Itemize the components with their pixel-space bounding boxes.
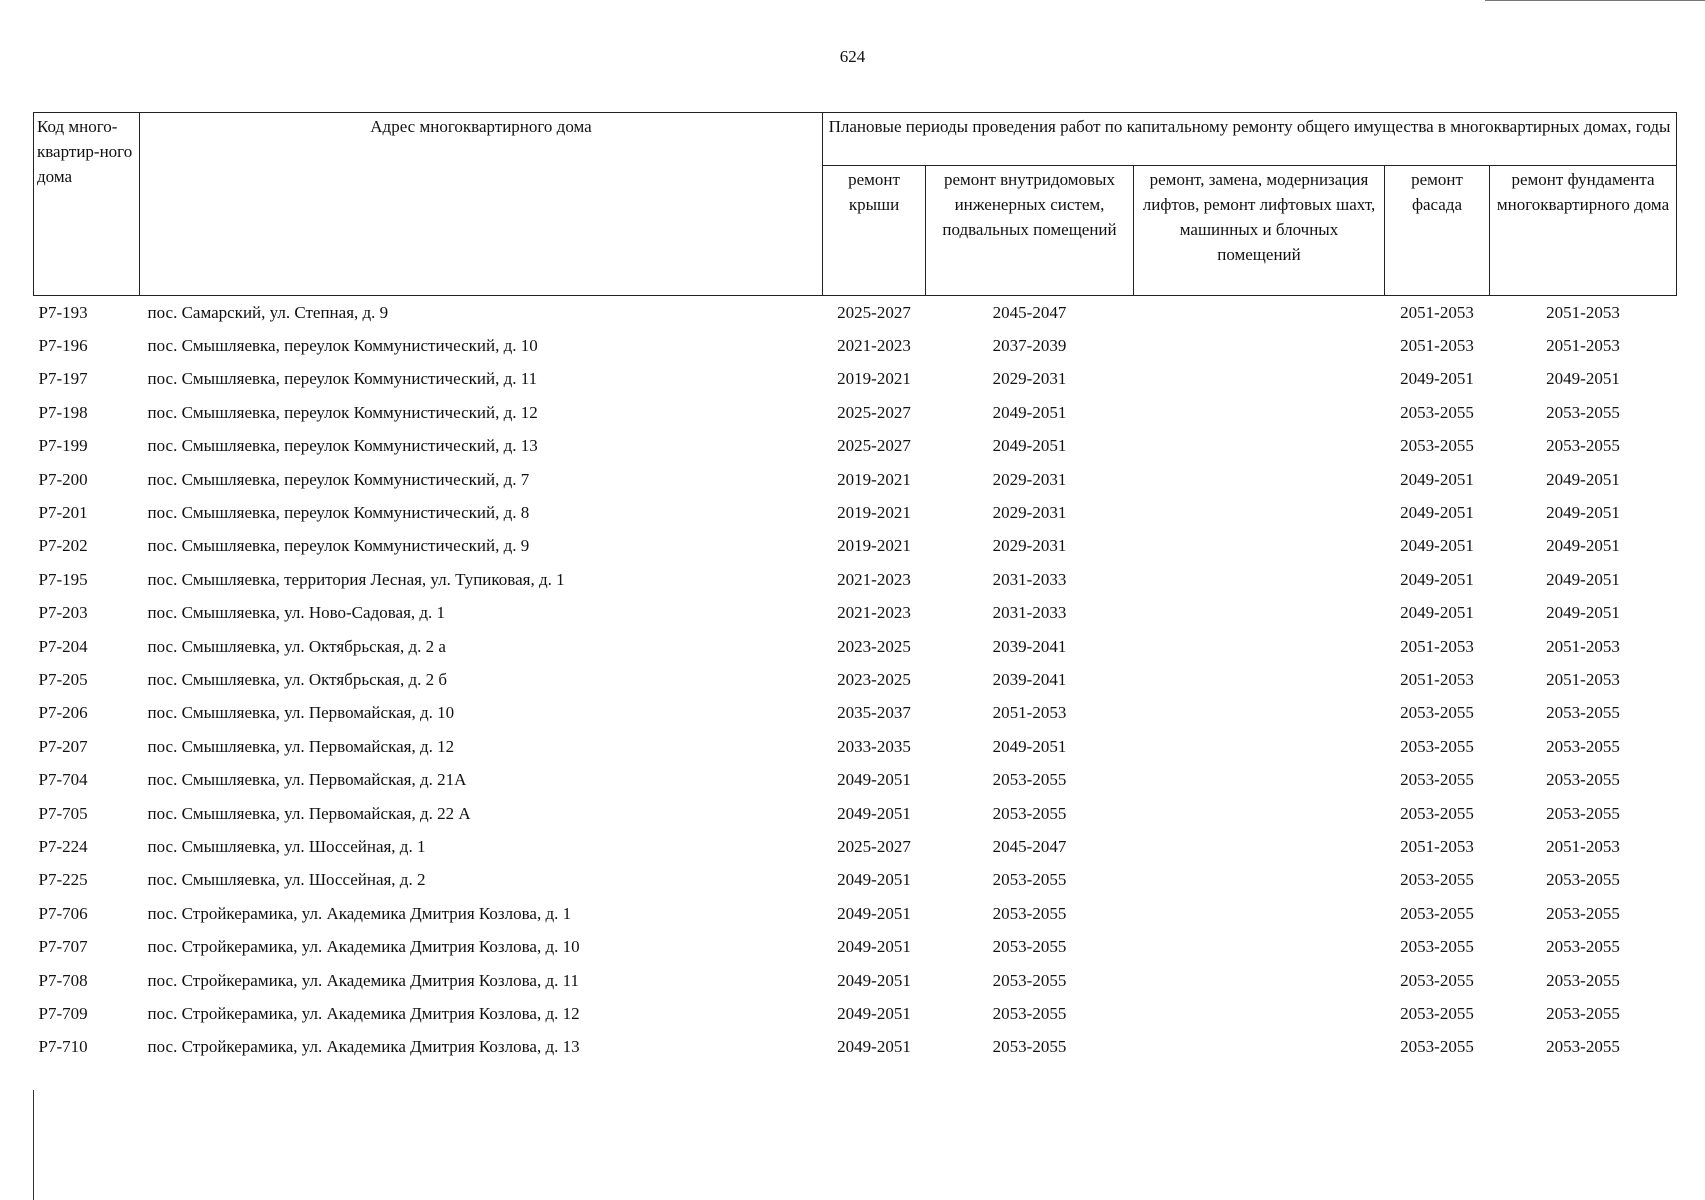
cell-code: Р7-196 <box>38 336 88 356</box>
cell-foundation: 2053-2055 <box>1546 436 1620 456</box>
cell-code: Р7-709 <box>38 1003 88 1023</box>
cell-roof: 2049-2051 <box>837 937 911 957</box>
cell-elevators <box>1134 930 1385 963</box>
cell-code: Р7-197 <box>38 369 88 389</box>
cell-elevators <box>1134 463 1385 496</box>
cell-roof: 2019-2021 <box>837 503 911 523</box>
cell-roof: 2025-2027 <box>837 402 911 422</box>
cell-code: Р7-198 <box>38 402 88 422</box>
cell-engineering: 2031-2033 <box>992 569 1067 589</box>
cell-code: Р7-200 <box>38 469 88 489</box>
cell-elevators <box>1134 296 1385 330</box>
cell-code: Р7-206 <box>38 703 88 723</box>
cell-roof: 2025-2027 <box>837 436 911 456</box>
table-row <box>34 496 1677 529</box>
cell-elevators <box>1134 663 1385 696</box>
cell-facade: 2053-2055 <box>1400 770 1474 790</box>
table-header <box>34 113 1677 296</box>
table-row <box>34 997 1677 1030</box>
table-row <box>34 1031 1677 1064</box>
table-row <box>34 897 1677 930</box>
cell-elevators <box>1134 563 1385 596</box>
cell-code: Р7-224 <box>38 836 88 856</box>
cell-address: пос. Смышляевка, переулок Коммунистический, д. 12 <box>147 402 538 422</box>
cell-engineering: 2039-2041 <box>992 636 1067 656</box>
cell-roof: 2021-2023 <box>837 569 911 589</box>
capital-repair-table <box>33 112 1677 1064</box>
cell-engineering: 2031-2033 <box>992 603 1067 623</box>
cell-engineering: 2053-2055 <box>992 937 1067 957</box>
cell-facade: 2049-2051 <box>1400 469 1474 489</box>
cell-facade: 2053-2055 <box>1400 970 1474 990</box>
table-row <box>34 396 1677 429</box>
cell-roof: 2021-2023 <box>837 603 911 623</box>
cell-elevators <box>1134 763 1385 796</box>
cell-foundation: 2053-2055 <box>1546 1003 1620 1023</box>
table-row <box>34 663 1677 696</box>
cell-foundation: 2053-2055 <box>1546 1037 1620 1057</box>
cell-foundation: 2051-2053 <box>1546 836 1620 856</box>
cell-engineering: 2029-2031 <box>992 369 1067 389</box>
cell-facade: 2049-2051 <box>1400 603 1474 623</box>
cell-address: пос. Смышляевка, ул. Первомайская, д. 21А <box>147 770 467 790</box>
table-row <box>34 930 1677 963</box>
page-number: 624 <box>839 47 866 66</box>
table-row <box>34 597 1677 630</box>
cell-address: пос. Смышляевка, ул. Первомайская, д. 12 <box>147 736 455 756</box>
cell-elevators <box>1134 530 1385 563</box>
cell-address: пос. Стройкерамика, ул. Академика Дмитрия Козлова, д. 13 <box>147 1037 580 1057</box>
cell-address: пос. Самарский, ул. Степная, д. 9 <box>147 302 389 322</box>
cell-address: пос. Смышляевка, переулок Коммунистический, д. 11 <box>147 369 538 389</box>
cell-facade: 2053-2055 <box>1400 402 1474 422</box>
cell-roof: 2049-2051 <box>837 970 911 990</box>
cell-address: пос. Смышляевка, территория Лесная, ул. Тупиковая, д. 1 <box>147 569 565 589</box>
cell-code: Р7-195 <box>38 569 88 589</box>
cell-address: пос. Смышляевка, ул. Октябрьская, д. 2 б <box>147 669 448 689</box>
cell-code: Р7-710 <box>38 1037 88 1057</box>
cell-roof: 2025-2027 <box>837 302 911 322</box>
cell-foundation: 2051-2053 <box>1546 636 1620 656</box>
cell-address: пос. Смышляевка, ул. Первомайская, д. 22 А <box>147 803 471 823</box>
cell-foundation: 2053-2055 <box>1546 402 1620 422</box>
cell-elevators <box>1134 997 1385 1030</box>
cell-facade: 2049-2051 <box>1400 369 1474 389</box>
cell-foundation: 2053-2055 <box>1546 770 1620 790</box>
cell-foundation: 2051-2053 <box>1546 336 1620 356</box>
header-engineering: ремонт внутридомовых инженерных систем, подвальных помещений <box>926 166 1134 296</box>
cell-address: пос. Смышляевка, переулок Коммунистический, д. 9 <box>147 536 530 556</box>
cell-roof: 2021-2023 <box>837 336 911 356</box>
left-margin-line <box>33 1090 34 1200</box>
cell-facade: 2049-2051 <box>1400 536 1474 556</box>
table-row <box>34 363 1677 396</box>
cell-elevators <box>1134 1031 1385 1064</box>
cell-code: Р7-201 <box>38 503 88 523</box>
cell-elevators <box>1134 496 1385 529</box>
cell-foundation: 2049-2051 <box>1546 603 1620 623</box>
cell-engineering: 2053-2055 <box>992 1003 1067 1023</box>
cell-engineering: 2049-2051 <box>992 436 1067 456</box>
cell-elevators <box>1134 897 1385 930</box>
cell-facade: 2051-2053 <box>1400 836 1474 856</box>
cell-foundation: 2049-2051 <box>1546 469 1620 489</box>
cell-facade: 2053-2055 <box>1400 436 1474 456</box>
cell-foundation: 2053-2055 <box>1546 937 1620 957</box>
cell-engineering: 2049-2051 <box>992 402 1067 422</box>
cell-code: Р7-202 <box>38 536 88 556</box>
table-row <box>34 296 1677 330</box>
cell-roof: 2049-2051 <box>837 870 911 890</box>
table-row <box>34 530 1677 563</box>
cell-foundation: 2049-2051 <box>1546 369 1620 389</box>
cell-roof: 2019-2021 <box>837 536 911 556</box>
cell-code: Р7-225 <box>38 870 88 890</box>
cell-engineering: 2045-2047 <box>992 836 1067 856</box>
cell-roof: 2049-2051 <box>837 1003 911 1023</box>
cell-engineering: 2053-2055 <box>992 970 1067 990</box>
cell-facade: 2049-2051 <box>1400 569 1474 589</box>
table-row <box>34 329 1677 362</box>
cell-code: Р7-203 <box>38 603 88 623</box>
cell-code: Р7-199 <box>38 436 88 456</box>
cell-engineering: 2037-2039 <box>992 336 1067 356</box>
cell-facade: 2051-2053 <box>1400 336 1474 356</box>
table-row <box>34 864 1677 897</box>
cell-engineering: 2049-2051 <box>992 736 1067 756</box>
cell-foundation: 2049-2051 <box>1546 503 1620 523</box>
cell-address: пос. Смышляевка, переулок Коммунистический, д. 7 <box>147 469 530 489</box>
cell-roof: 2035-2037 <box>837 703 911 723</box>
cell-facade: 2053-2055 <box>1400 703 1474 723</box>
cell-roof: 2025-2027 <box>837 836 911 856</box>
cell-facade: 2053-2055 <box>1400 903 1474 923</box>
cell-engineering: 2053-2055 <box>992 770 1067 790</box>
cell-engineering: 2029-2031 <box>992 469 1067 489</box>
cell-engineering: 2039-2041 <box>992 669 1067 689</box>
cell-engineering: 2029-2031 <box>992 536 1067 556</box>
cell-foundation: 2049-2051 <box>1546 569 1620 589</box>
cell-foundation: 2053-2055 <box>1546 870 1620 890</box>
cell-elevators <box>1134 329 1385 362</box>
cell-foundation: 2053-2055 <box>1546 736 1620 756</box>
header-facade: ремонт фасада <box>1385 166 1490 296</box>
table-row <box>34 697 1677 730</box>
cell-elevators <box>1134 797 1385 830</box>
table-row <box>34 630 1677 663</box>
cell-foundation: 2053-2055 <box>1546 903 1620 923</box>
cell-foundation: 2053-2055 <box>1546 703 1620 723</box>
cell-roof: 2049-2051 <box>837 770 911 790</box>
cell-address: пос. Смышляевка, ул. Первомайская, д. 10 <box>147 703 455 723</box>
cell-elevators <box>1134 964 1385 997</box>
cell-facade: 2051-2053 <box>1400 302 1474 322</box>
cell-foundation: 2053-2055 <box>1546 803 1620 823</box>
cell-elevators <box>1134 630 1385 663</box>
cell-code: Р7-193 <box>38 302 88 322</box>
cell-engineering: 2051-2053 <box>992 703 1067 723</box>
cell-facade: 2053-2055 <box>1400 803 1474 823</box>
cell-elevators <box>1134 730 1385 763</box>
cell-code: Р7-204 <box>38 636 88 656</box>
cell-roof: 2023-2025 <box>837 636 911 656</box>
cell-address: пос. Стройкерамика, ул. Академика Дмитрия Козлова, д. 11 <box>147 970 579 990</box>
cell-code: Р7-207 <box>38 736 88 756</box>
cell-address: пос. Смышляевка, переулок Коммунистический, д. 13 <box>147 436 538 456</box>
cell-facade: 2053-2055 <box>1400 1037 1474 1057</box>
table-row <box>34 830 1677 863</box>
cell-engineering: 2053-2055 <box>992 870 1067 890</box>
table-row <box>34 763 1677 796</box>
cell-foundation: 2051-2053 <box>1546 669 1620 689</box>
cell-address: пос. Смышляевка, ул. Ново-Садовая, д. 1 <box>147 603 446 623</box>
cell-facade: 2053-2055 <box>1400 870 1474 890</box>
cell-code: Р7-706 <box>38 903 88 923</box>
cell-roof: 2023-2025 <box>837 669 911 689</box>
cell-code: Р7-705 <box>38 803 88 823</box>
header-code: Код много-квартир-ного дома <box>34 113 140 296</box>
table-row <box>34 463 1677 496</box>
cell-roof: 2033-2035 <box>837 736 911 756</box>
table-body <box>34 296 1677 1064</box>
cell-facade: 2053-2055 <box>1400 736 1474 756</box>
cell-elevators <box>1134 830 1385 863</box>
cell-elevators <box>1134 697 1385 730</box>
cell-engineering: 2045-2047 <box>992 302 1067 322</box>
cell-address: пос. Смышляевка, ул. Шоссейная, д. 2 <box>147 870 426 890</box>
cell-address: пос. Смышляевка, ул. Октябрьская, д. 2 а <box>147 636 446 656</box>
capital-repair-table-wrap <box>33 112 1676 1064</box>
cell-foundation: 2049-2051 <box>1546 536 1620 556</box>
cell-facade: 2053-2055 <box>1400 937 1474 957</box>
cell-engineering: 2053-2055 <box>992 1037 1067 1057</box>
cell-roof: 2019-2021 <box>837 469 911 489</box>
cell-facade: 2051-2053 <box>1400 636 1474 656</box>
cell-roof: 2019-2021 <box>837 369 911 389</box>
cell-engineering: 2053-2055 <box>992 803 1067 823</box>
cell-engineering: 2053-2055 <box>992 903 1067 923</box>
cell-code: Р7-205 <box>38 669 88 689</box>
cell-code: Р7-704 <box>38 770 88 790</box>
cell-facade: 2053-2055 <box>1400 1003 1474 1023</box>
cell-foundation: 2053-2055 <box>1546 970 1620 990</box>
cell-code: Р7-708 <box>38 970 88 990</box>
cell-address: пос. Стройкерамика, ул. Академика Дмитрия Козлова, д. 10 <box>147 937 580 957</box>
table-row <box>34 430 1677 463</box>
table-row <box>34 964 1677 997</box>
cell-roof: 2049-2051 <box>837 803 911 823</box>
cell-address: пос. Смышляевка, переулок Коммунистический, д. 8 <box>147 503 530 523</box>
cell-address: пос. Стройкерамика, ул. Академика Дмитрия Козлова, д. 1 <box>147 903 572 923</box>
cell-address: пос. Смышляевка, ул. Шоссейная, д. 1 <box>147 836 426 856</box>
cell-facade: 2051-2053 <box>1400 669 1474 689</box>
cell-roof: 2049-2051 <box>837 1037 911 1057</box>
cell-elevators <box>1134 363 1385 396</box>
header-roof: ремонт крыши <box>823 166 926 296</box>
cell-code: Р7-707 <box>38 937 88 957</box>
header-elevators: ремонт, замена, модернизация лифтов, ремонт лифтовых шахт, машинных и блочных помещений <box>1134 166 1385 296</box>
table-row <box>34 797 1677 830</box>
top-edge-line <box>1485 0 1705 1</box>
cell-address: пос. Стройкерамика, ул. Академика Дмитрия Козлова, д. 12 <box>147 1003 580 1023</box>
header-foundation: ремонт фундамента многоквартирного дома <box>1490 166 1677 296</box>
cell-facade: 2049-2051 <box>1400 503 1474 523</box>
cell-address: пос. Смышляевка, переулок Коммунистический, д. 10 <box>147 336 538 356</box>
header-address: Адрес многоквартирного дома <box>140 113 823 296</box>
cell-elevators <box>1134 430 1385 463</box>
table-row <box>34 730 1677 763</box>
table-row <box>34 563 1677 596</box>
cell-engineering: 2029-2031 <box>992 503 1067 523</box>
cell-elevators <box>1134 864 1385 897</box>
cell-elevators <box>1134 597 1385 630</box>
header-periods-group: Плановые периоды проведения работ по капитальному ремонту общего имущества в многоквартирных домах, годы <box>823 113 1677 166</box>
cell-roof: 2049-2051 <box>837 903 911 923</box>
cell-foundation: 2051-2053 <box>1546 302 1620 322</box>
cell-elevators <box>1134 396 1385 429</box>
